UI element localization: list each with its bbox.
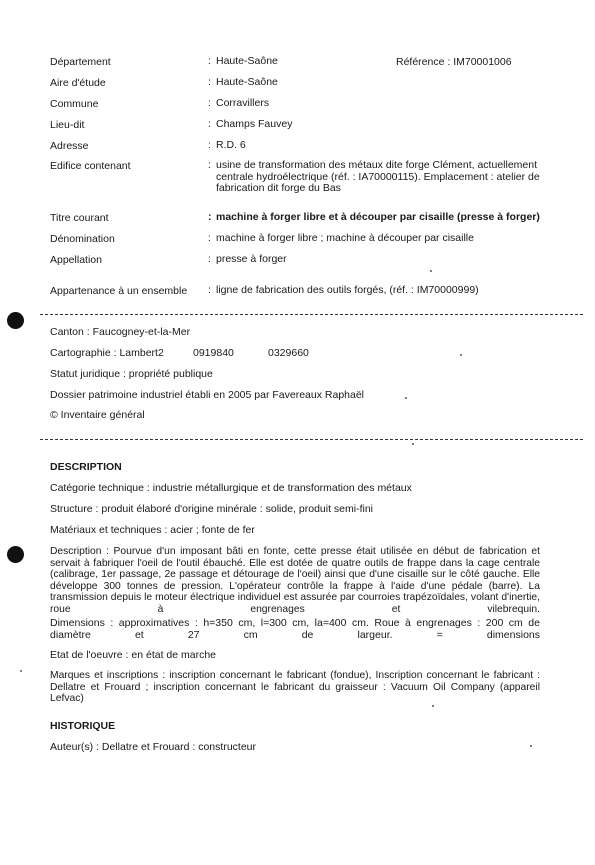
field-label: Appellation bbox=[50, 254, 102, 266]
field-value: : machine à forger libre ; machine à découper par cisaille bbox=[208, 232, 474, 244]
field-value: : R.D. 6 bbox=[208, 139, 246, 151]
structure-line: Structure : produit élaboré d'origine minérale : solide, produit semi-fini bbox=[50, 503, 373, 515]
reference-number: Référence : IM70001006 bbox=[396, 56, 512, 68]
field-label: Titre courant bbox=[50, 212, 109, 224]
dossier-line: Dossier patrimoine industriel établi en 2005 par Favereaux Raphaël bbox=[50, 389, 365, 401]
punch-hole-bottom bbox=[7, 546, 24, 563]
separator-line bbox=[40, 314, 583, 315]
scan-speck bbox=[460, 354, 462, 356]
categorie-line: Catégorie technique : industrie métallurgique et de transformation des métaux bbox=[50, 482, 412, 494]
canton-line: Canton : Faucogney-et-la-Mer bbox=[50, 326, 191, 338]
scan-speck bbox=[430, 270, 432, 272]
scan-speck bbox=[405, 397, 407, 399]
description-paragraph: Description : Pourvue d'un imposant bâti en fonte, cette presse était utilisée en début de fabrication et servait à fabriquer l'oeil de l'outil ébauché. Elle est dotée de quatre outils de frappe dans la cage centrale (calibrage, 1er passage, 2e passage et détourage de l'oeil) ainsi que d'une cisaille sur le côté gauche. Elle développe 300 tonnes de pression. L'opérateur contrôle la frappe à l'aide d'une pédale (barre). La transmission depuis le moteur électrique individuel est assurée par courroies trapézoïdales, volant d'inertie, roue à engrenages et vilebrequin. bbox=[50, 546, 540, 615]
punch-hole-top bbox=[7, 312, 24, 329]
copyright-line: © Inventaire général bbox=[50, 409, 145, 421]
historique-heading: HISTORIQUE bbox=[50, 720, 116, 732]
field-label: Lieu-dit bbox=[50, 119, 85, 131]
field-label: Edifice contenant bbox=[50, 160, 131, 172]
marques-paragraph: Marques et inscriptions : inscription concernant le fabricant (fondue), Inscription concernant le fabricant : Dellatre et Frouard ; inscription concernant le fabricant du graisseur : Vacuum Oil Company (appareil Lefvac) bbox=[50, 670, 540, 704]
scan-speck bbox=[530, 745, 532, 747]
materiaux-line: Matériaux et techniques : acier ; fonte de fer bbox=[50, 524, 255, 536]
carto-x-coordinate: 0919840 bbox=[193, 347, 234, 359]
etat-line: Etat de l'oeuvre : en état de marche bbox=[50, 649, 217, 661]
field-value: : ligne de fabrication des outils forgés, (réf. : IM70000999) bbox=[208, 284, 479, 296]
scan-speck bbox=[20, 670, 22, 672]
cartographie-line: Cartographie : Lambert2 bbox=[50, 347, 164, 359]
field-label: Dénomination bbox=[50, 233, 115, 245]
statut-line: Statut juridique : propriété publique bbox=[50, 368, 213, 380]
scan-speck bbox=[412, 443, 414, 445]
field-label: Appartenance à un ensemble bbox=[50, 285, 188, 297]
field-label: Adresse bbox=[50, 140, 89, 152]
field-label: Aire d'étude bbox=[50, 77, 106, 89]
field-value: : presse à forger bbox=[208, 253, 287, 265]
separator-line bbox=[40, 439, 583, 440]
scan-speck bbox=[432, 705, 434, 707]
field-value: : machine à forger libre et à découper par cisaille (presse à forger) bbox=[208, 211, 540, 223]
field-value: : Champs Fauvey bbox=[208, 118, 293, 130]
carto-y-coordinate: 0329660 bbox=[268, 347, 309, 359]
field-label: Commune bbox=[50, 98, 99, 110]
field-label: Département bbox=[50, 56, 111, 68]
dimensions-paragraph: Dimensions : approximatives : h=350 cm, l=300 cm, la=400 cm. Roue à engrenages : 200 cm de diamètre et 27 cm de largeur. = dimensions bbox=[50, 617, 540, 641]
field-value: : Haute-Saône bbox=[208, 76, 278, 88]
auteurs-line: Auteur(s) : Dellatre et Frouard : constructeur bbox=[50, 741, 256, 753]
field-value: : Haute-Saône bbox=[208, 55, 278, 67]
field-value: : Corravillers bbox=[208, 97, 270, 109]
field-value: : usine de transformation des métaux dite forge Clément, actuellement centrale hydroélectrique (réf. : IA70000115). Emplacement : atelier de fabrication dit forge du Bas bbox=[208, 159, 540, 194]
description-heading: DESCRIPTION bbox=[50, 461, 122, 473]
